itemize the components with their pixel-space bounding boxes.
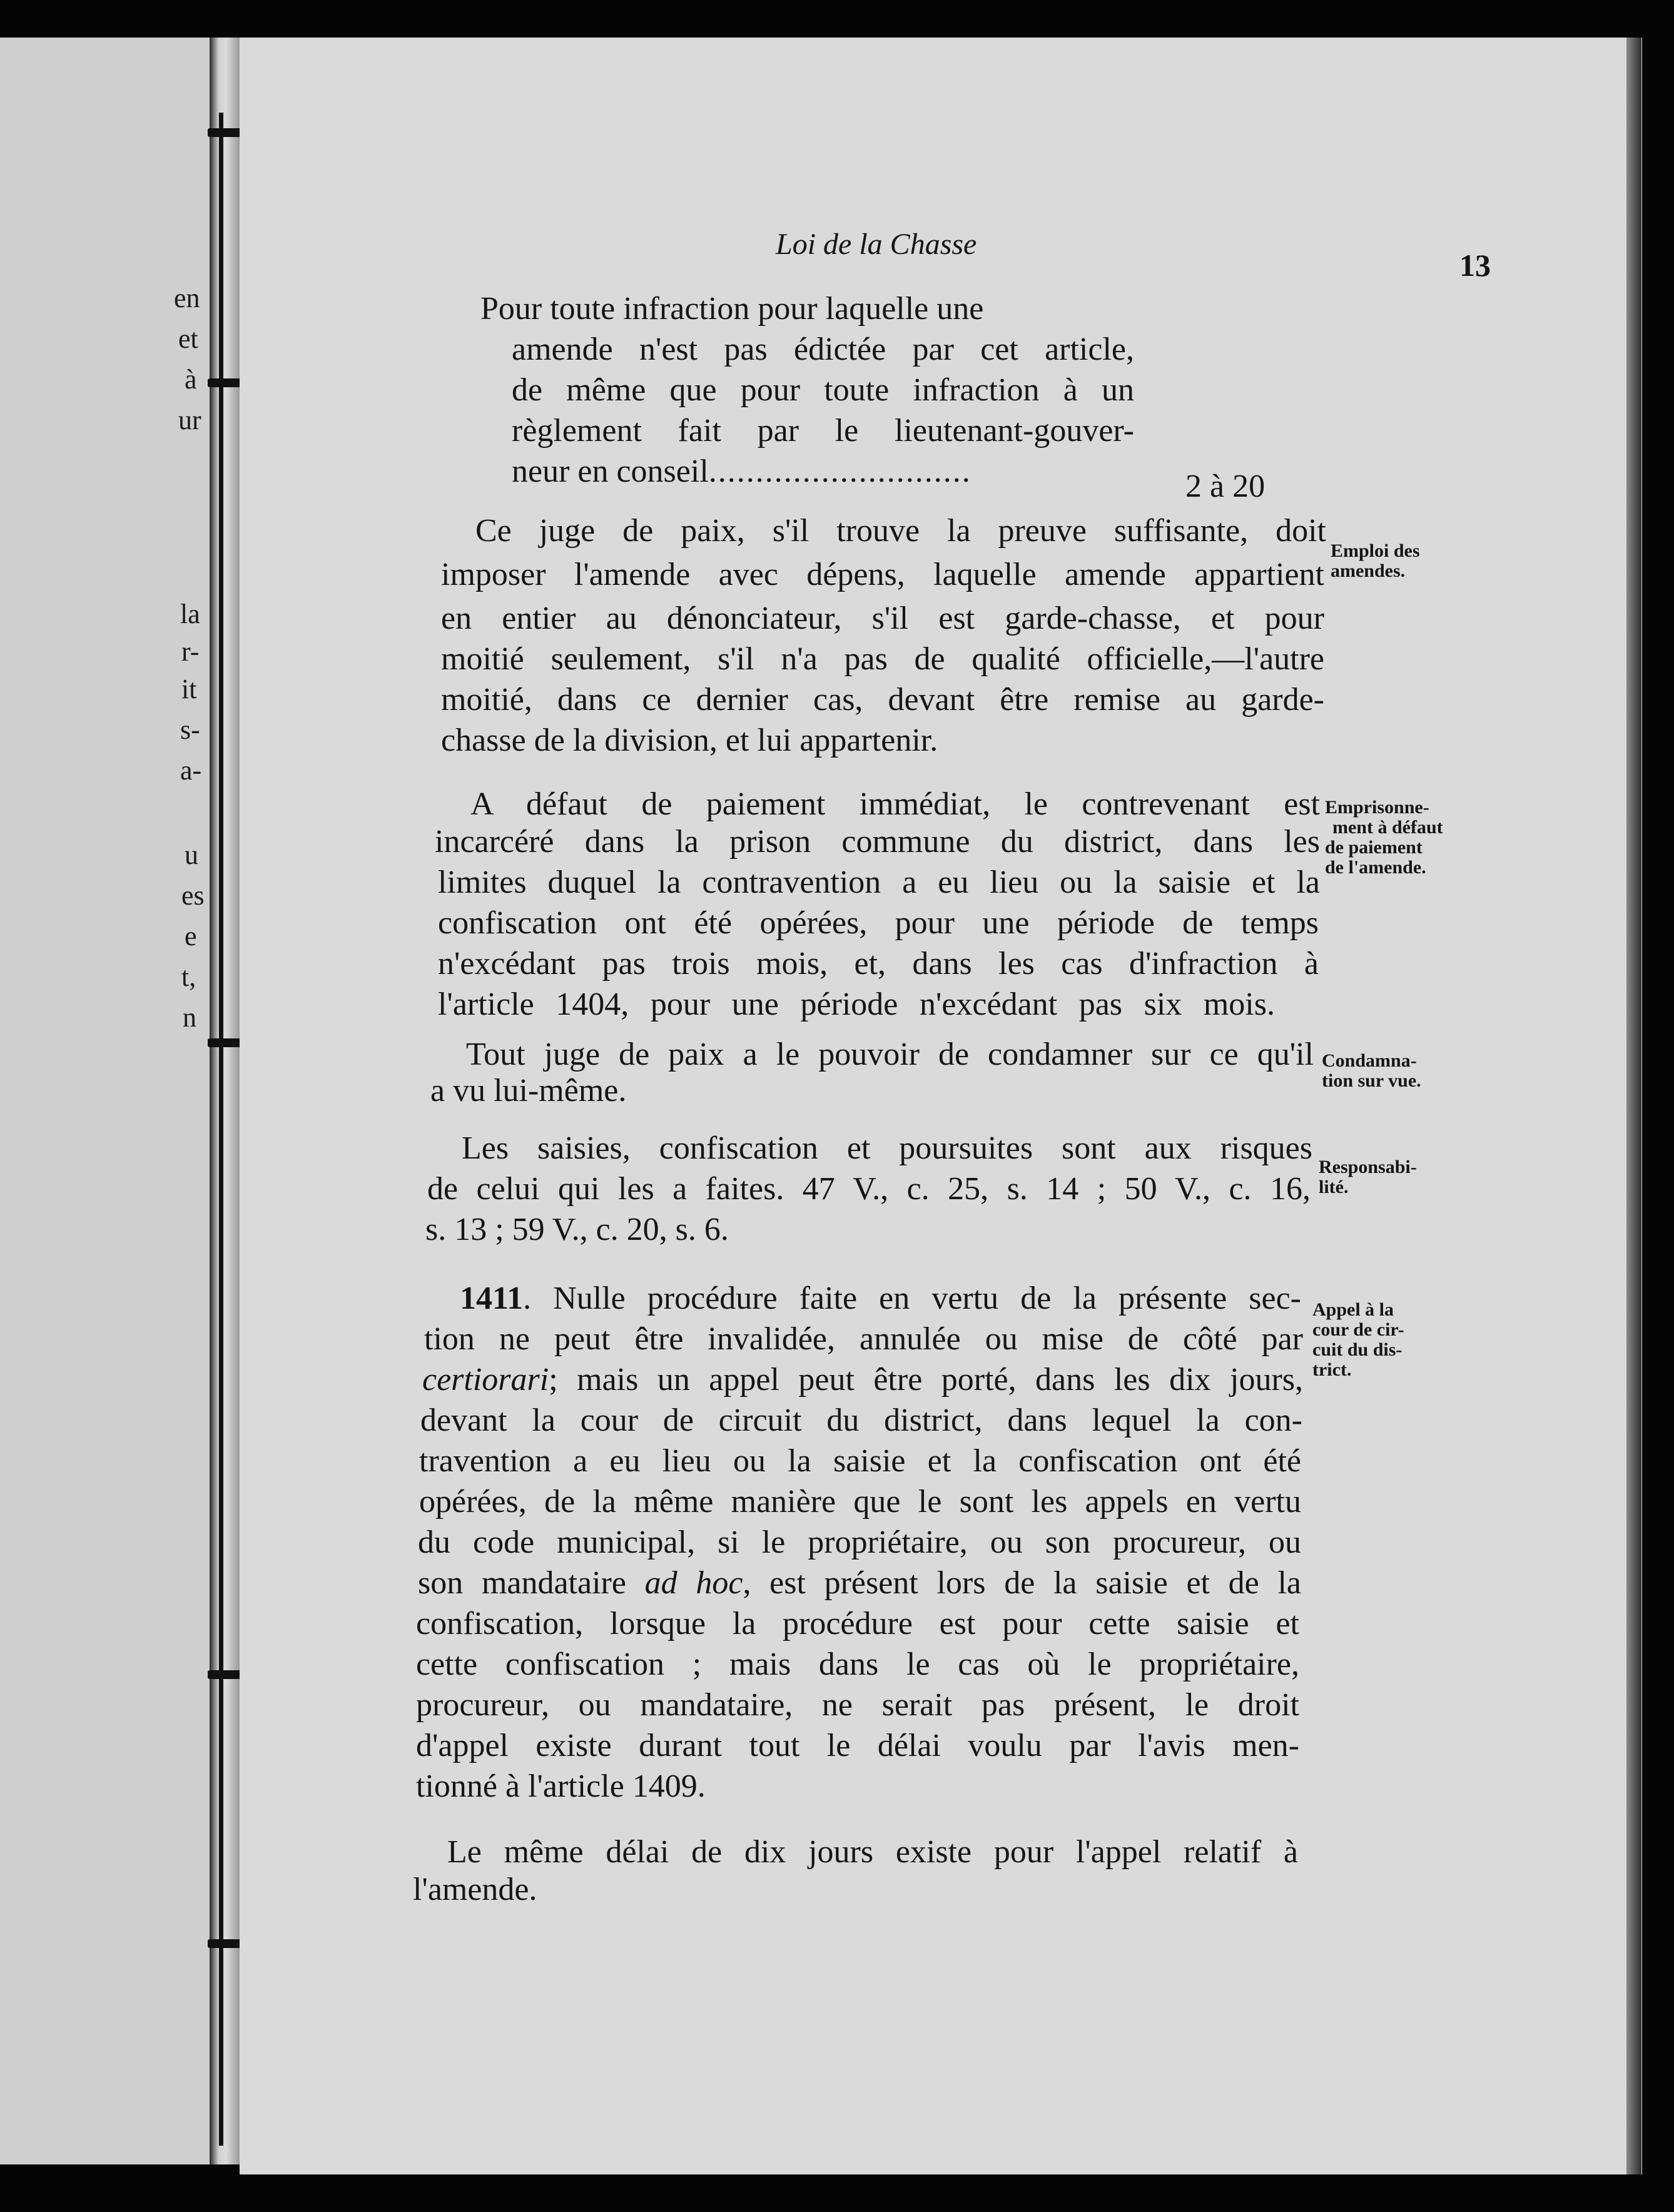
paragraph-line: travention a eu lieu ou la saisie et la confiscation ont été (419, 1443, 1301, 1479)
fine-entry-last-line (512, 455, 971, 488)
side-note-line: cuit du dis- (1312, 1339, 1403, 1360)
paragraph-line: l'article 1404, pour une période n'excédant pas six mois. (438, 987, 1275, 1022)
paragraph-line: cette confiscation ; mais dans le cas où le propriétaire, (416, 1646, 1299, 1682)
paragraph-line (422, 1364, 1303, 1396)
paragraph-line: A défaut de paiement immédiat, le contrevenant est (470, 786, 1320, 822)
paragraph-line: a vu lui-même. (430, 1073, 627, 1109)
fine-entry-line: de même que pour toute infraction à un (512, 372, 1134, 408)
article-first-line (460, 1282, 1301, 1315)
left-fragment: s- (180, 714, 200, 745)
paragraph-line: confiscation ont été opérées, pour une période de temps (438, 905, 1319, 941)
paragraph-line: moitié, dans ce dernier cas, devant être remise au garde- (441, 682, 1324, 718)
paragraph-line: Les saisies, confiscation et poursuites sont aux risques (462, 1130, 1312, 1166)
left-fragment: r- (181, 636, 200, 667)
paragraph-line: moitié seulement, s'il n'a pas de qualité officielle,—l'autre (441, 641, 1324, 677)
side-note-line: ment à défaut (1332, 817, 1443, 838)
latin-term: certiorari (422, 1362, 549, 1398)
paragraph-line: procureur, ou mandataire, ne serait pas présent, le droit (416, 1687, 1299, 1723)
paragraph-line: limites duquel la contravention a eu lieu ou la saisie et la (438, 865, 1320, 900)
paragraph-line: tionné à l'article 1409. (416, 1768, 706, 1804)
fine-entry-text: neur en conseil (512, 454, 709, 489)
paragraph-line: tion ne peut être invalidée, annulée ou mise de côté par (424, 1321, 1303, 1357)
fine-entry-line: règlement fait par le lieutenant-gouver- (512, 413, 1134, 449)
side-note-line: cour de cir- (1312, 1319, 1404, 1340)
side-note-line: trict. (1312, 1359, 1352, 1380)
side-note-appel (1312, 1300, 1404, 1380)
paragraph-line: chasse de la division, et lui appartenir. (441, 723, 938, 758)
fine-amount: 2 à 20 (1185, 469, 1266, 504)
left-fragment: es (181, 880, 205, 911)
side-note-line: lité. (1319, 1177, 1349, 1197)
left-fragment: en (174, 283, 200, 313)
binding-thread (219, 113, 223, 2146)
paragraph-text: ; mais un appel peut être porté, dans les dix jours, (549, 1362, 1303, 1398)
paragraph-line: imposer l'amende avec dépens, laquelle amende appartient (441, 557, 1324, 592)
paragraph-line: Ce juge de paix, s'il trouve la preuve suffisante, doit (475, 513, 1326, 549)
side-note-emprisonnement (1325, 798, 1443, 878)
left-fragment: t, (181, 961, 196, 992)
paragraph-line: d'appel existe durant tout le délai voulu par l'avis men- (416, 1728, 1299, 1763)
latin-term: ad hoc (644, 1565, 743, 1601)
side-note-line: Responsabi- (1319, 1157, 1417, 1177)
page-edge-shadow (1626, 38, 1641, 2174)
paragraph-line: de celui qui les a faites. 47 V., c. 25, s. 14 ; 50 V., c. 16, (427, 1171, 1311, 1207)
paragraph-line: n'excédant pas trois mois, et, dans les cas d'infraction à (438, 946, 1319, 982)
side-note-emploi (1331, 541, 1420, 581)
paragraph-line: confiscation, lorsque la procédure est pour cette saisie et (416, 1606, 1299, 1641)
paragraph-line (418, 1567, 1301, 1600)
fine-entry-line: Pour toute infraction pour laquelle une (480, 291, 984, 327)
left-fragment: et (178, 323, 198, 354)
paragraph-line: s. 13 ; 59 V., c. 20, s. 6. (425, 1212, 729, 1247)
article-number: 1411 (460, 1281, 524, 1316)
left-fragment: it (181, 674, 197, 704)
paragraph-line: Tout juge de paix a le pouvoir de condamner sur ce qu'il (466, 1037, 1314, 1072)
paragraph-line: devant la cour de circuit du district, dans lequel la con- (420, 1403, 1302, 1438)
side-note-line: de l'amende. (1325, 857, 1426, 878)
left-fragment: n (183, 1002, 196, 1033)
paragraph-text: , est présent lors de la saisie et de la (743, 1565, 1301, 1601)
side-note-line: de paiement (1325, 837, 1423, 858)
running-title: Loi de la Chasse (776, 228, 977, 261)
left-fragment: u (185, 840, 198, 870)
left-fragment: la (180, 599, 200, 629)
paragraph-line: du code municipal, si le propriétaire, ou son procureur, ou (418, 1525, 1301, 1560)
left-fragment: e (185, 921, 197, 951)
side-note-responsabilite (1319, 1157, 1417, 1197)
paragraph-line: incarcéré dans la prison commune du district, dans les (435, 824, 1320, 860)
side-note-line: Condamna- (1322, 1050, 1417, 1071)
dot-leader: ............................ (708, 454, 971, 489)
paragraph-line: en entier au dénonciateur, s'il est garde-chasse, et pour (441, 601, 1324, 636)
article-text: . Nulle procédure faite en vertu de la présente sec- (523, 1281, 1301, 1316)
left-fragment: ur (178, 405, 201, 435)
book-spine (210, 38, 240, 2164)
side-note-line: Emprisonne- (1325, 797, 1429, 818)
paragraph-line: opérées, de la même manière que le sont les appels en vertu (419, 1484, 1301, 1519)
side-note-line: amendes. (1331, 561, 1406, 581)
fine-entry-line: amende n'est pas édictée par cet article, (512, 332, 1134, 367)
side-note-line: Appel à la (1312, 1299, 1394, 1320)
paragraph-line: l'amende. (413, 1872, 537, 1907)
left-page-edge (0, 38, 210, 2164)
paragraph-line: Le même délai de dix jours existe pour l'appel relatif à (447, 1834, 1298, 1870)
page-number: 13 (1459, 248, 1491, 283)
side-note-line: tion sur vue. (1322, 1070, 1421, 1091)
side-note-line: Emploi des (1331, 540, 1420, 561)
paragraph-text: son mandataire (418, 1565, 645, 1601)
left-fragment: a- (180, 755, 202, 786)
left-fragment: à (185, 364, 197, 395)
side-note-condamnation (1322, 1051, 1421, 1091)
